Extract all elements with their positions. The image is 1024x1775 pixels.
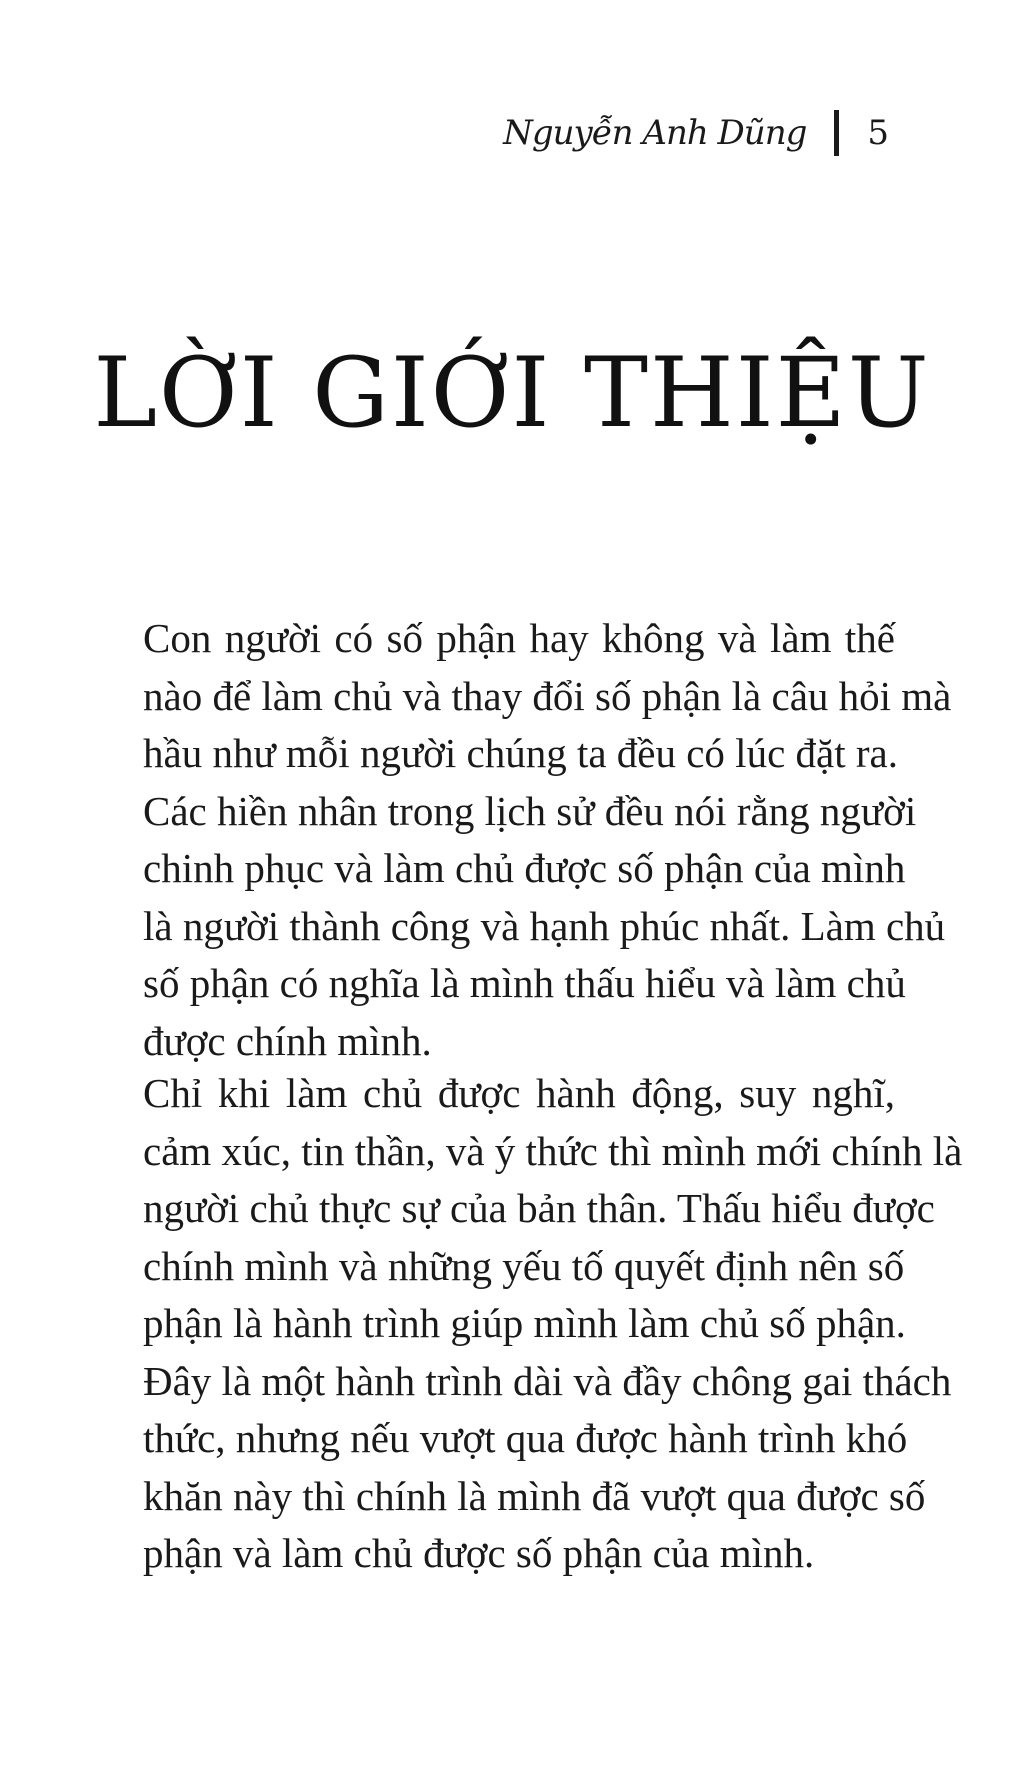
- paragraph-line: cảm xúc, tin thần, và ý thức thì mình mới chính là: [143, 1127, 963, 1174]
- paragraph-line: là người thành công và hạnh phúc nhất. Làm chủ: [143, 902, 946, 949]
- paragraph-1: [143, 610, 952, 1070]
- paragraph-line: khăn này thì chính là mình đã vượt qua được số: [143, 1472, 926, 1519]
- paragraph-line: Đây là một hành trình dài và đầy chông gai thách: [143, 1357, 952, 1404]
- paragraph-line: Các hiền nhân trong lịch sử đều nói rằng người: [143, 787, 917, 834]
- paragraph-2: [143, 1065, 963, 1583]
- paragraph-line: chính mình và những yếu tố quyết định nên số: [143, 1242, 905, 1289]
- running-header: [503, 110, 889, 156]
- paragraph-line: số phận có nghĩa là mình thấu hiểu và làm chủ: [143, 960, 906, 1006]
- paragraph-line: hầu như mỗi người chúng ta đều có lúc đặt ra.: [143, 730, 898, 776]
- paragraph-line: phận và làm chủ được số phận của mình.: [143, 1530, 815, 1576]
- paragraph-line: được chính mình.: [143, 1017, 432, 1064]
- paragraph-line: phận là hành trình giúp mình làm chủ số phận.: [143, 1300, 906, 1346]
- paragraph-line: người chủ thực sự của bản thân. Thấu hiểu được: [143, 1185, 935, 1231]
- header-author: Nguyễn Anh Dũng: [503, 113, 807, 153]
- paragraph-line: thức, nhưng nếu vượt qua được hành trình khó: [143, 1415, 908, 1461]
- paragraph-line: Con người có số phận hay không và làm thế: [143, 615, 895, 661]
- paragraph-line: chinh phục và làm chủ được số phận của mình: [143, 845, 906, 891]
- chapter-title: LỜI GIỚI THIỆU: [93, 337, 931, 449]
- page-number: 5: [867, 113, 889, 153]
- paragraph-line: nào để làm chủ và thay đổi số phận là câu hỏi mà: [143, 672, 952, 719]
- paragraph-line: Chỉ khi làm chủ được hành động, suy nghĩ,: [143, 1070, 895, 1116]
- header-divider: [834, 110, 839, 156]
